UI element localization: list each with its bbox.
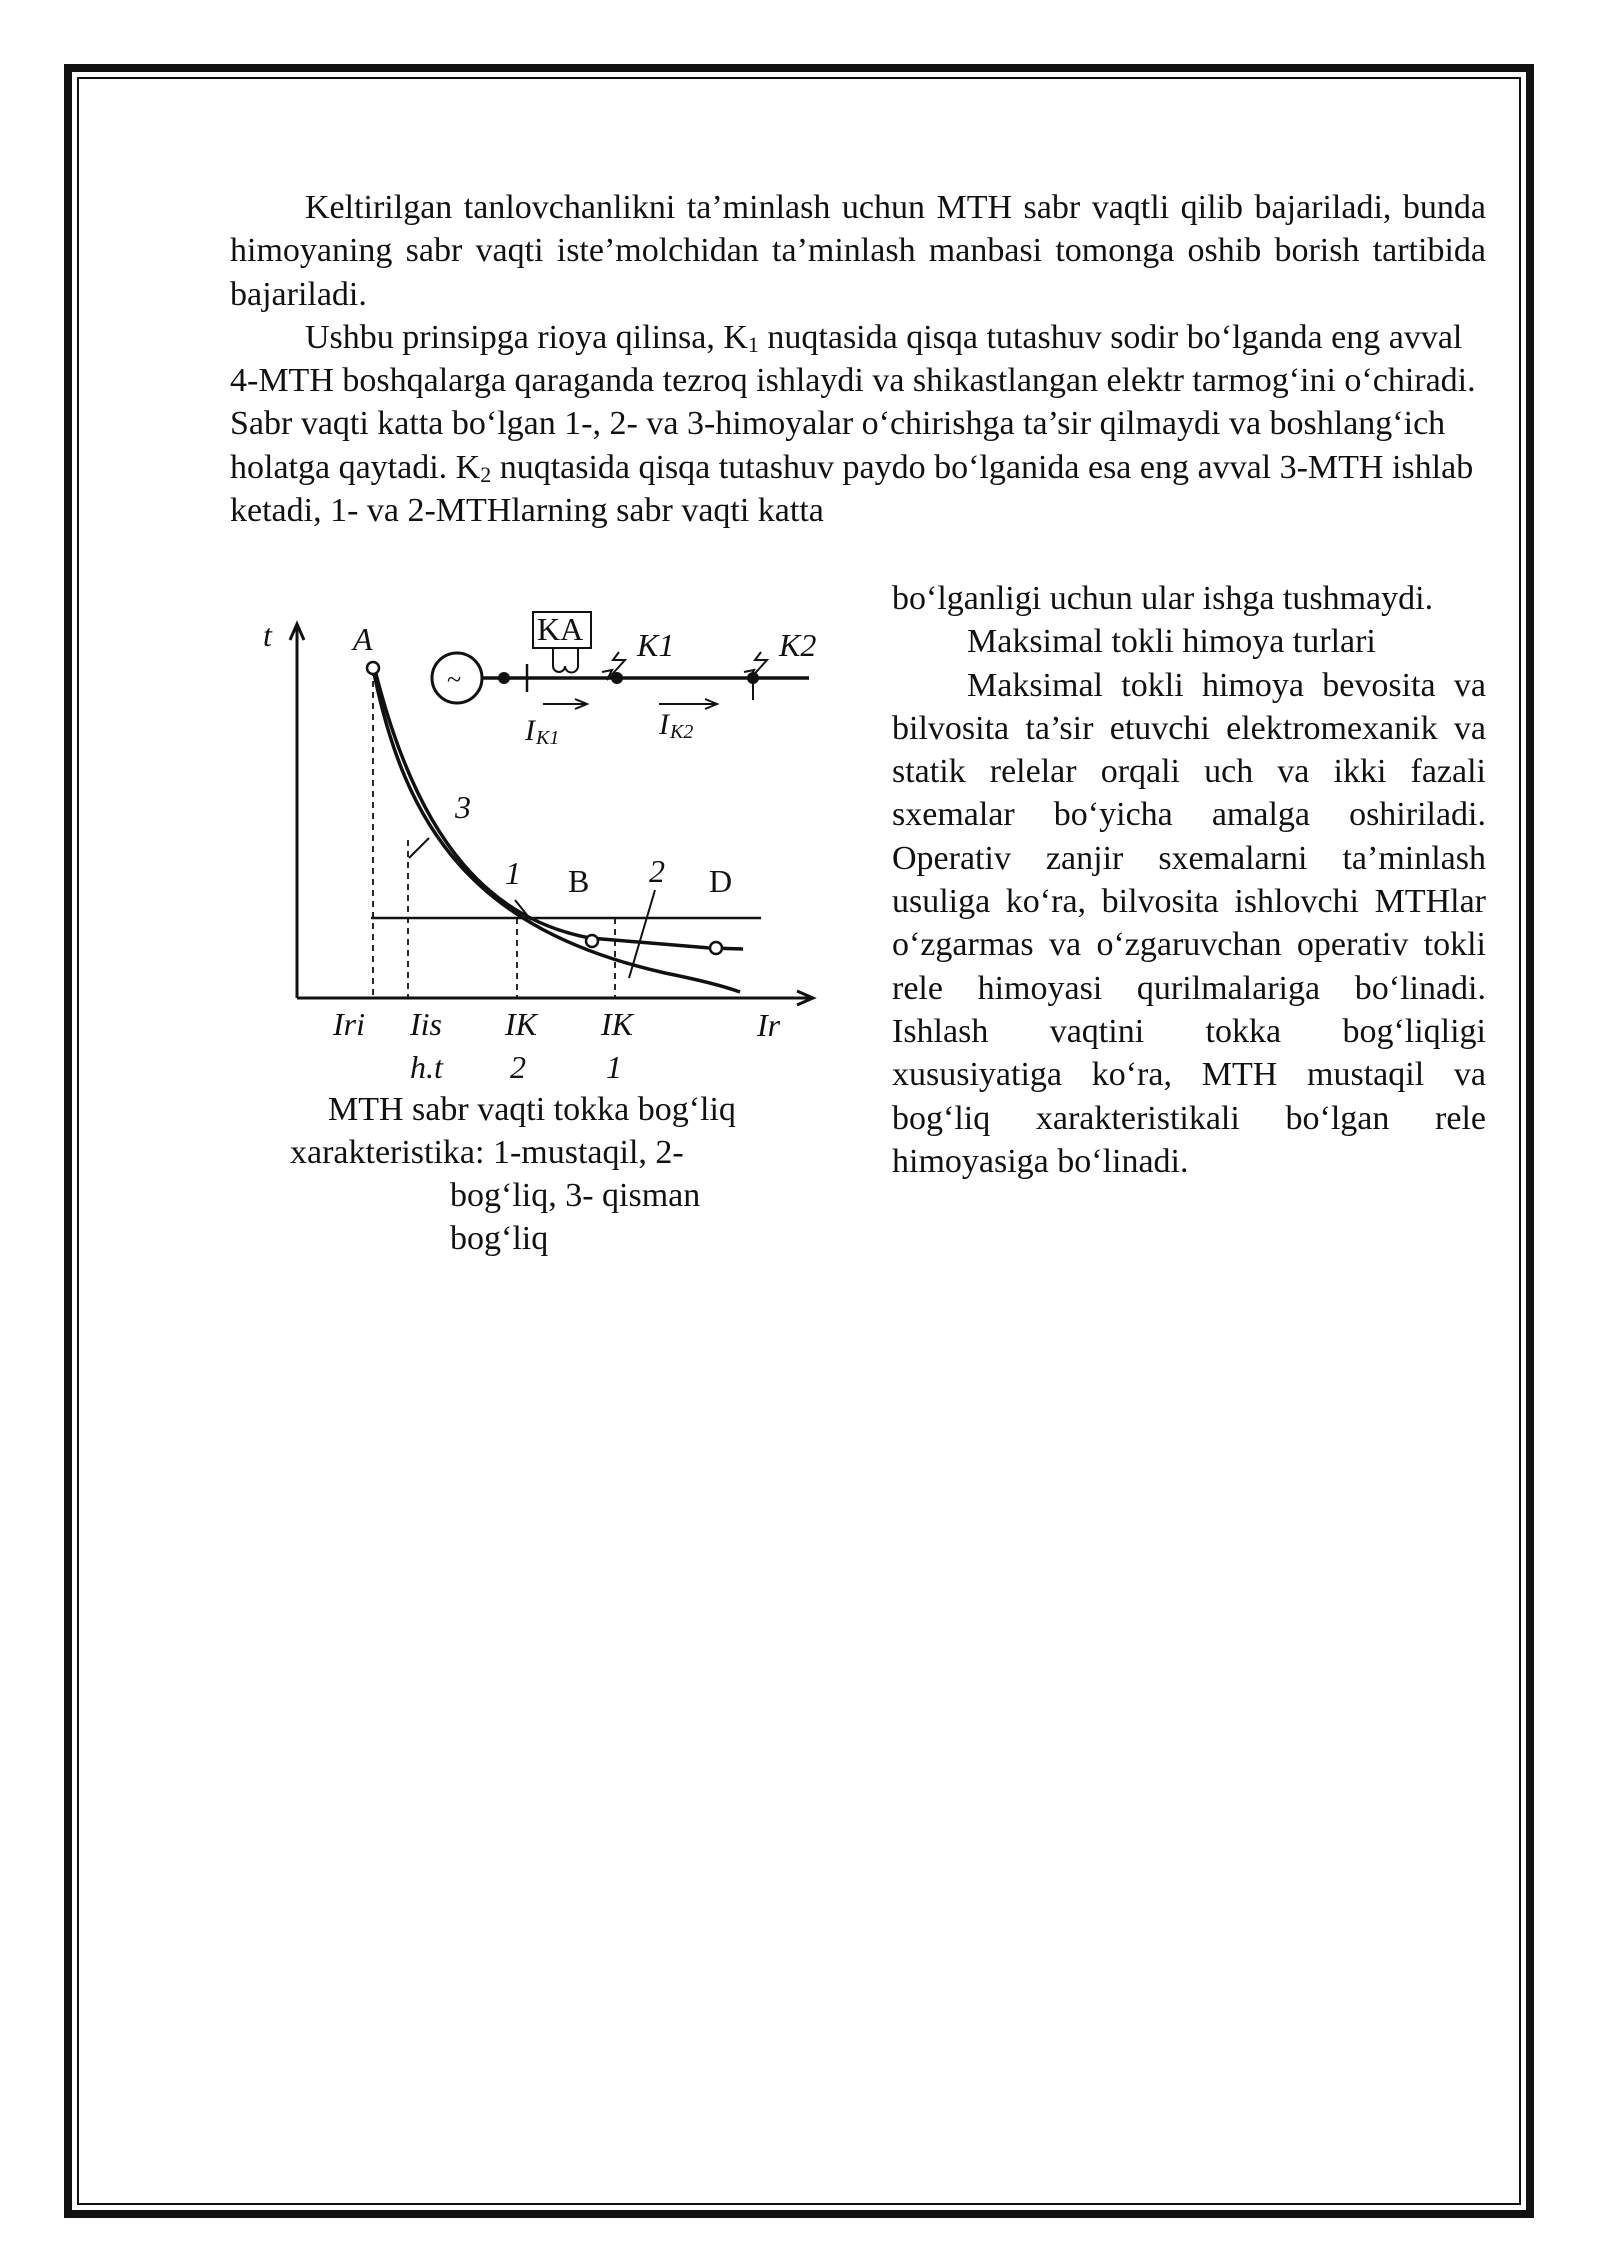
ik2-tick-label-2: 2: [510, 1049, 526, 1085]
iri-tick-label: Iri: [333, 1006, 365, 1042]
curve-2-dependent: [373, 668, 740, 992]
section-heading: Maksimal tokli himoya turlari: [967, 623, 1376, 661]
point-b-label: B: [568, 863, 590, 899]
iis-tick-label-2: h.t: [410, 1049, 443, 1085]
ik1-tick-label-2: 1: [606, 1049, 622, 1085]
right-column-text: [892, 577, 1486, 1183]
ir-axis-label: Ir: [757, 1007, 781, 1043]
ik1-subscript: K1: [536, 727, 560, 749]
caption-line-4: bog‘liq: [450, 1220, 549, 1257]
curve-1-label: 1: [505, 855, 521, 891]
point-a-label: A: [353, 621, 373, 657]
curve-3-partially-dependent: [375, 670, 743, 949]
ik2-tick-label: IK: [505, 1006, 537, 1042]
caption-line-1: MTH sabr vaqti tokka bog‘liq: [328, 1091, 736, 1128]
ik1-label: I: [525, 714, 535, 747]
paragraph-1-text: Keltirilgan tanlovchanlikni ta’minlash uchun MTH sabr vaqtli qilib bajariladi, bunda himoyaning sabr vaqti iste’molchidan ta’minlash manbasi tomonga oshib borish tartibida bajariladi.: [230, 189, 1486, 313]
k2-node: [747, 672, 759, 684]
curve-2-leader: [629, 890, 655, 978]
body-text-top: [230, 186, 1486, 532]
paragraph-2-text-b: nuqtasida qisqa tutashuv sodir bo‘lganda eng avval 4-MTH boshqalarga qaraganda tezroq ishlaydi va shikastlangan elektr tarmog‘ini o‘chiradi. Sabr vaqti katta bo‘lgan 1-, 2- va 3-himoyalar o‘chirishga ta’sir qilmaydi va boshlang‘ich holatga qaytadi. K: [230, 318, 1476, 486]
k2-subscript: 2: [480, 461, 492, 487]
curve-3-label: 3: [455, 789, 471, 825]
point-b-marker: [586, 935, 598, 947]
point-d-label: D: [709, 863, 733, 899]
figure-caption: [290, 1088, 790, 1260]
ik2-label: I: [659, 708, 669, 741]
source-symbol: ~: [447, 665, 462, 694]
ik1-tick-label: IK: [601, 1006, 633, 1042]
iis-tick-label: Iis: [410, 1006, 442, 1042]
caption-line-2: xarakteristika: 1-mustaqil, 2-: [290, 1134, 684, 1171]
curve-3-leader: [409, 838, 429, 858]
ka-label: KA: [537, 611, 584, 647]
bus-node: [498, 672, 510, 684]
column-first-line: bo‘lganligi uchun ular ishga tushmaydi.: [892, 580, 1434, 617]
k1-subscript: 1: [747, 331, 759, 357]
curve-2-label: 2: [649, 853, 665, 889]
column-paragraph: Maksimal tokli himoya bevosita va bilvosita ta’sir etuvchi elektromexanik va statik relelar orqali uch va ikki fazali sxemalar bo‘yicha amalga oshiriladi. Operativ zanjir sxemalarni ta’minlash usuliga ko‘ra, bilvosita ishlovchi MTHlar o‘zgarmas va o‘zgaruvchan operativ tokli rele himoyasi qurilmalariga bo‘linadi. Ishlash vaqtini tokka bog‘liqligi xususiyatiga ko‘ra, MTH mustaqil va bog‘liq xarakteristikali bo‘lgan rele himoyasiga bo‘linadi.: [892, 666, 1486, 1180]
paragraph-2-text-c: nuqtasida qisqa tutashuv paydo bo‘lganida esa eng avval 3-MTH ishlab ketadi, 1- va 2-MTHlarning sabr vaqti katta: [230, 448, 1474, 530]
time-current-characteristic-figure: [235, 600, 835, 1100]
paragraph-2-text-a: Ushbu prinsipga rioya qilinsa, K: [305, 318, 748, 356]
paragraph-2: [230, 316, 1486, 532]
current-transformer-coil: [553, 666, 578, 673]
ik2-subscript: K2: [670, 721, 694, 743]
k1-node: [611, 672, 623, 684]
point-d-marker: [710, 942, 722, 954]
caption-line-3: bog‘liq, 3- qisman: [450, 1177, 701, 1214]
paragraph-1: [230, 186, 1486, 316]
t-axis-label: t: [263, 617, 272, 653]
k1-label: K1: [637, 627, 675, 663]
point-a-marker: [367, 662, 379, 674]
k2-label: K2: [779, 627, 817, 663]
